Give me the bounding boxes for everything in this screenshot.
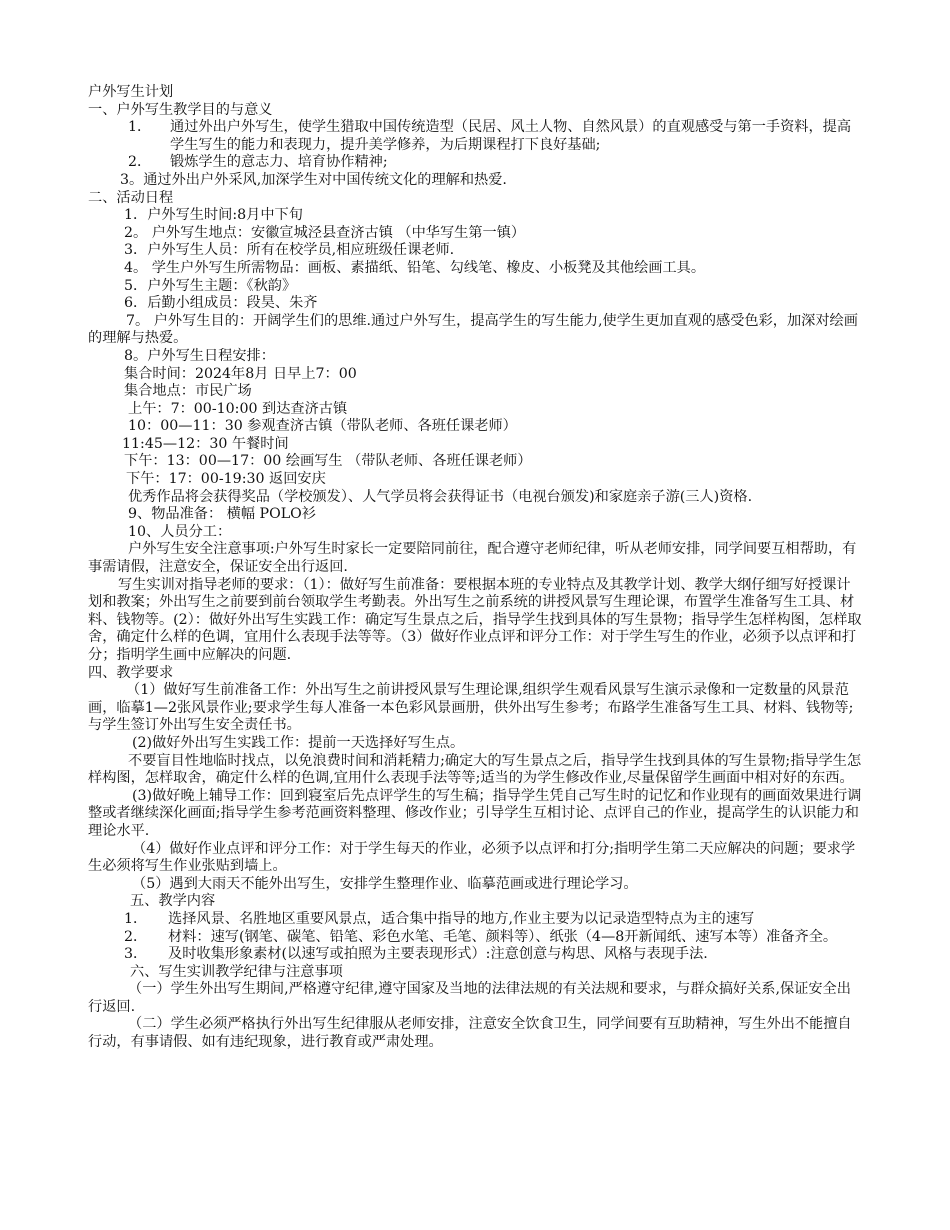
safety-notes: 户外写生安全注意事项:户外写生时家长一定要陪同前往，配合遵守老师纪律，听从老师安排，同学间要互相帮助，有事需请假，注意安全，保证安全出行返回.: [88, 541, 857, 576]
schedule-line-2: 2。 户外写生地点：安徽宣城泾县查济古镇 （中华写生第一镇）: [124, 224, 526, 241]
sec5-item-1-text: 选择风景、名胜地区重要风景点，适合集中指导的地方,作业主要为以记录造型特点为主的速写: [168, 910, 755, 927]
schedule-assembly-place: 集合地点：市民广场: [124, 383, 252, 400]
req-1: （1）做好写生前准备工作：外出写生之前讲授风景写生理论课,组织学生观看风景写生演示录像和一定数量的风景范画，临摹1—2张风景作业;要求学生每人准备一本色彩风景画册，供外出写生参考；布路学生准备写生工具、材料、钱物等;与学生签订外出写生安全责任书。: [88, 682, 854, 734]
req-2: (2)做好外出写生实践工作：提前一天选择好写生点。: [132, 734, 465, 751]
sec5-item-3-num: 3．: [124, 946, 148, 963]
schedule-line-1: 1．户外写生时间:8月中下旬: [124, 207, 303, 224]
section-2-heading: 二、活动日程: [88, 189, 174, 206]
sec5-item-2-text: 材料：速写(钢笔、碳笔、铅笔、彩色水笔、毛笔、颜料等）、纸张（4—8开新闻纸、速写本等）准备齐全。: [168, 928, 838, 945]
schedule-awards: 优秀作品将会获得奖品（学校颁发）、人气学员将会获得证书（电视台颁发)和家庭亲子游(三人)资格.: [128, 488, 753, 505]
schedule-line-8: 8。户外写生日程安排：: [124, 347, 275, 364]
req-2-detail: 不要盲目性地临时找点，以免浪费时间和消耗精力;确定大的写生景点之后，指导学生找到具体的写生景物;指导学生怎样构图，怎样取舍，确定什么样的色调,宜用什么表现手法等等;适当的为学生修改作业,尽量保留学生画面中相对好的东西。: [88, 752, 862, 787]
sec1-item-1: [88, 119, 863, 154]
sec5-item-1-num: 1．: [124, 910, 148, 927]
doc-title: 户外写生计划: [88, 84, 174, 100]
section-6-heading: 六、写生实训教学纪律与注意事项: [130, 963, 343, 980]
sec1-item-2-num: 2．: [128, 154, 152, 171]
sec5-item-3: [88, 946, 863, 964]
schedule-lunch: 11:45—12：30 午餐时间: [122, 435, 289, 452]
schedule-line-4: 4。 学生户外写生所需物品：画板、素描纸、铅笔、勾线笔、橡皮、小板凳及其他绘画工具。: [124, 259, 706, 276]
sec5-item-2: [88, 929, 863, 947]
schedule-afternoon-1: 下午：13：00—17：00 绘画写生 （带队老师、各班任课老师）: [124, 453, 532, 470]
discipline-2: （二）学生必须严格执行外出写生纪律服从老师安排，注意安全饮食卫生，同学间要有互助精神，写生外出不能擅自行动，有事请假、如有违纪现象，进行教育或严肃处理。: [88, 1016, 852, 1051]
section-1-heading: 一、户外写生教学目的与意义: [88, 101, 273, 118]
schedule-staffing: 10、人员分工：: [128, 523, 232, 540]
section-5-heading: 五、教学内容: [130, 893, 216, 910]
schedule-visit: 10：00—11：30 参观查济古镇（带队老师、各班任课老师）: [128, 418, 517, 435]
req-4: （4）做好作业点评和评分工作：对于学生每天的作业，必须予以点评和打分;指明学生第二天应解决的问题；要求学生必须将写生作业张贴到墙上。: [88, 840, 856, 875]
req-3: (3)做好晚上辅导工作：回到寝室后先点评学生的写生稿；指导学生凭自己写生时的记忆和作业现有的画面效果进行调整或者继续深化画面;指导学生参考范画资料整理、修改作业；引导学生互相讨论、点评自己的作业，提高学生的认识能力和理论水平.: [88, 787, 862, 839]
sec1-item-1-text: 通过外出户外写生，使学生猎取中国传统造型（民居、风土人物、自然风景）的直观感受与第一手资料，提高学生写生的能力和表现力，提升美学修养，为后期课程打下良好基础;: [170, 119, 852, 153]
section-4-heading: 四、教学要求: [88, 664, 174, 681]
teacher-requirements: 写生实训对指导老师的要求：（1）：做好写生前准备：要根据本班的专业特点及其教学计划、教学大纲仔细写好授课计划和教案；外出写生之前要到前台领取学生考勤表。外出写生之前系统的讲授风景写生理论课，布置学生准备写生工具、材料、钱物等。(2）：做好外出写生实践工作：确定写生景点之后，指导学生找到具体的写生景物；指导学生怎样构图，怎样取舍，确定什么样的色调，宜用什么表现手法等等。（3）做好作业点评和评分工作：对于学生写生的作业，必须予以点评和打分；指明学生画中应解决的问题.: [88, 576, 862, 663]
sec1-item-1-num: 1．: [128, 119, 152, 136]
schedule-line-5: 5．户外写生主题：《秋韵》: [124, 277, 297, 294]
sec5-item-3-text: 及时收集形象素材(以速写或拍照为主要表现形式）:注意创意与构思、风格与表现手法.: [168, 946, 708, 963]
discipline-1: （一）学生外出写生期间,严格遵守纪律,遵守国家及当地的法律法规的有关法规和要求，与群众搞好关系,保证安全出行返回.: [88, 981, 851, 1015]
schedule-afternoon-2: 下午：17：00-19:30 返回安庆: [126, 471, 326, 488]
sec1-item-2: [88, 154, 863, 172]
schedule-morning: 上午：7：00-10:00 到达查济古镇: [128, 400, 348, 417]
sec5-item-2-num: 2．: [124, 928, 148, 945]
sec5-item-1: [88, 911, 863, 929]
req-5: （5）遇到大雨天不能外出写生，安排学生整理作业、临摹范画或进行理论学习。: [132, 875, 638, 892]
sec1-item-2-text: 锻炼学生的意志力、培育协作精神;: [170, 154, 388, 171]
schedule-supplies: 9、物品准备： 横幅 POLO衫: [128, 506, 316, 523]
schedule-assembly-time: 集合时间：2024年8月 日早上7：00: [124, 365, 357, 382]
schedule-line-7: 7。 户外写生目的：开阔学生们的思维.通过户外写生，提高学生的写生能力,使学生更加直观的感受色彩，加深对绘画的理解与热爱。: [88, 312, 858, 347]
schedule-line-3: 3．户外写生人员：所有在校学员,相应班级任课老师.: [124, 242, 455, 259]
sec1-item-3: 3。通过外出户外采风,加深学生对中国传统文化的理解和热爱.: [120, 171, 507, 188]
schedule-line-6: 6．后勤小组成员：段昊、朱齐: [124, 295, 318, 312]
document-body: [88, 84, 863, 1052]
